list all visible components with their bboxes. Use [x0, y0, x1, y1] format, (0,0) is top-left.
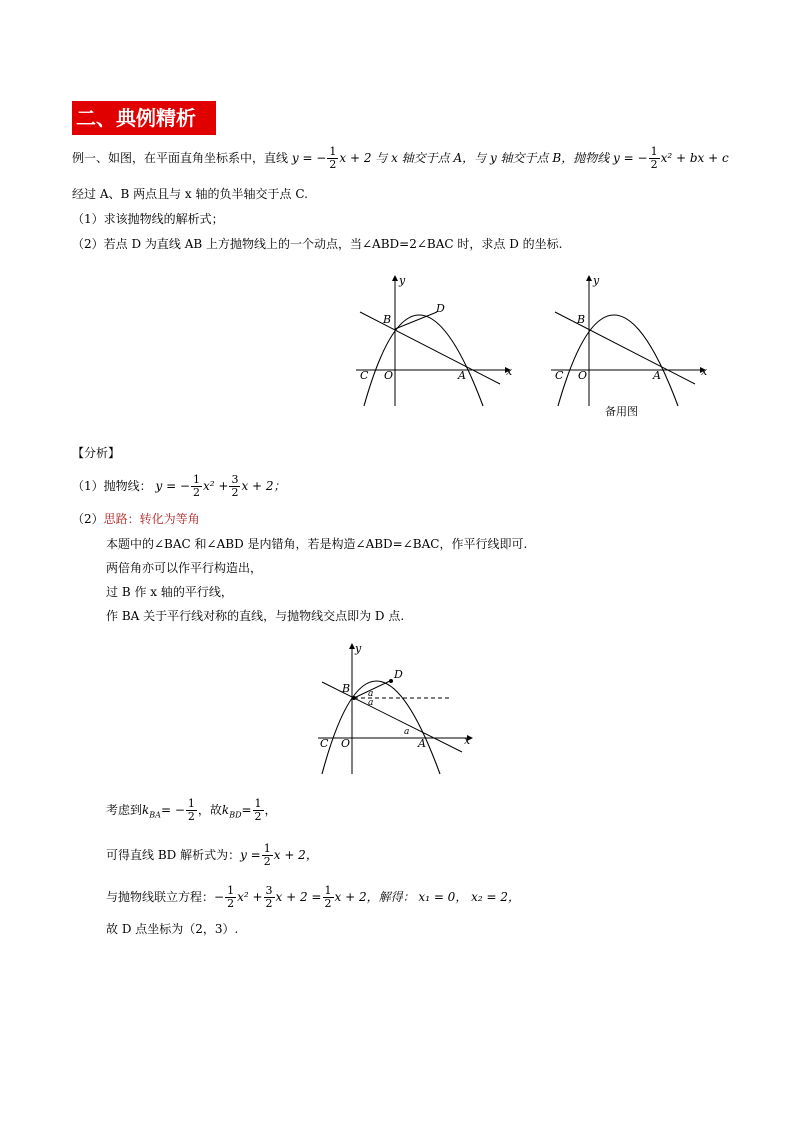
point-b: [352, 696, 356, 700]
bd-line: 可得直线 BD 解析式为：y = $\frac{1}{2}$ x + 2，: [106, 842, 318, 868]
label-a: A: [458, 369, 466, 382]
slope-line: 考虑到$k_{BA}=$ − $\frac{1}{2}$ ，故$k_{BD}=$ $\frac{1}{2}$ ，: [106, 797, 277, 823]
point-d: [389, 679, 393, 683]
label-x: x: [701, 365, 708, 378]
label-b: B: [342, 682, 351, 695]
section-title: 二、典例精析: [72, 101, 216, 135]
fraction: $\frac{1}{2}$: [329, 145, 337, 171]
spare-figure-caption: 备用图: [605, 405, 638, 418]
label-y: y: [399, 274, 406, 287]
question-1: （1）求该抛物线的解析式；: [72, 212, 224, 226]
label-o: O: [341, 737, 351, 750]
problem-line-2: 经过 A、B 两点且与 x 轴的负半轴交于点 C.: [72, 187, 308, 201]
label-d: D: [394, 668, 403, 681]
equation-line: 与抛物线联立方程：− $\frac{1}{2}$ x² + $\frac{3}{2}$ x + 2 = $\frac{1}{2}$ x + 2，解得： x₁ = 0， x₂ = 2，: [106, 884, 521, 910]
analysis-step-2: 两倍角亦可以作平行构造出，: [106, 561, 263, 575]
line-ab: [555, 312, 695, 384]
label-b: B: [577, 313, 586, 326]
angle-label-3: a: [404, 727, 410, 737]
label-y: y: [355, 642, 362, 655]
problem-text: x + 2 与 x 轴交于点 A，与 y 轴交于点 B，抛物线: [339, 151, 610, 165]
label-x: x: [464, 734, 471, 747]
fraction: $\frac{1}{2}$: [650, 145, 658, 171]
angle-label-2: a: [368, 698, 374, 708]
analysis-step-4: 作 BA 关于平行线对称的直线，与抛物线交点即为 D 点.: [106, 609, 405, 623]
question-2: （2）若点 D 为直线 AB 上方抛物线上的一个动点，当∠ABD=2∠BAC 时，求点 D 的坐标.: [72, 237, 563, 251]
analysis-step-3: 过 B 作 x 轴的平行线，: [106, 585, 233, 599]
label-a: A: [418, 737, 426, 750]
angle-label-1: a: [368, 689, 374, 699]
figure-main: [350, 272, 520, 408]
label-d: D: [436, 302, 445, 315]
parabola-curve: [322, 681, 440, 774]
line-equation: y = −: [291, 151, 327, 165]
analysis-part-1: （1）抛物线： y = − $\frac{1}{2}$ x² + $\frac{3}{2}$ x + 2；: [72, 473, 286, 499]
label-y: y: [593, 274, 600, 287]
figure-analysis: [312, 640, 482, 776]
segment-bd: [395, 312, 437, 329]
idea-text: 思路：转化为等角: [103, 512, 200, 526]
figure-spare: [545, 272, 715, 408]
label-c: C: [320, 737, 329, 750]
label-c: C: [360, 369, 369, 382]
answer-line: 故 D 点坐标为（2，3）.: [106, 922, 239, 936]
parabola-equation: x² + bx + c: [660, 151, 729, 165]
label-b: B: [383, 313, 392, 326]
analysis-step-1: 本题中的∠BAC 和∠ABD 是内错角，若是构造∠ABD=∠BAC，作平行线即可.: [106, 537, 528, 551]
label-o: O: [384, 369, 394, 382]
parabola-curve: [558, 315, 678, 406]
parabola-equation: y = −: [613, 151, 648, 165]
line-ab: [360, 312, 500, 384]
label-c: C: [555, 369, 564, 382]
label-x: x: [506, 365, 513, 378]
problem-line-1: [72, 146, 729, 171]
analysis-title: 【分析】: [72, 446, 121, 460]
problem-text: 例一、如图，在平面直角坐标系中，直线: [72, 151, 289, 165]
label-o: O: [578, 369, 588, 382]
label-a: A: [653, 369, 661, 382]
analysis-part-2: （2）思路：转化为等角: [72, 512, 200, 526]
parabola-curve: [364, 315, 483, 406]
